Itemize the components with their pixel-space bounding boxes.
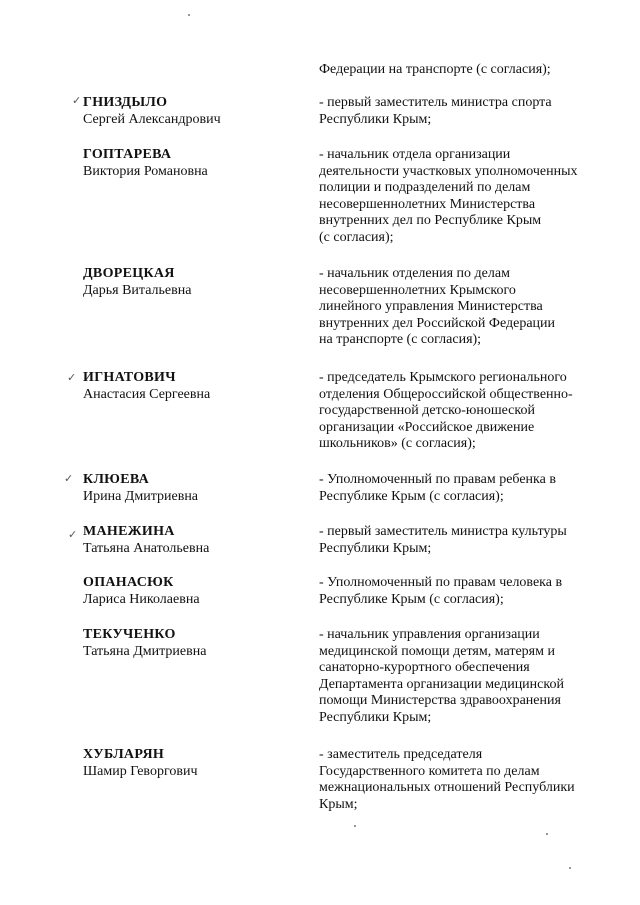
role-line: на транспорте (с согласия); — [319, 332, 482, 347]
member-given-name: Ирина Дмитриевна — [83, 489, 199, 504]
check-mark-icon: ✓ — [72, 94, 82, 107]
member-surname: ХУБЛАРЯН — [83, 747, 165, 762]
role-line: Республике Крым (с согласия); — [319, 591, 504, 607]
member-given-name: Лариса Николаевна — [83, 592, 200, 607]
role-line: - первый заместитель министра культуры — [319, 524, 567, 539]
member-role — [319, 370, 609, 453]
role-line: Департамента организации медицинской — [319, 676, 564, 692]
member-surname: ТЕКУЧЕНКО — [83, 627, 176, 642]
member-given-name: Татьяна Дмитриевна — [83, 644, 207, 659]
role-line: - Уполномоченный по правам ребенка в — [319, 472, 556, 487]
continuation-line: Федерации на транспорте (с согласия); — [319, 62, 551, 77]
member-role — [319, 524, 609, 557]
member-role — [319, 95, 609, 128]
member-role — [319, 627, 609, 726]
member-given-name: Сергей Александрович — [83, 112, 221, 127]
member-surname: ГНИЗДЫЛО — [83, 95, 168, 110]
member-role — [319, 472, 609, 505]
role-line: отделения Общероссийской общественно- — [319, 386, 573, 402]
role-line: межнациональных отношений Республики — [319, 780, 575, 795]
scan-speck — [188, 14, 190, 16]
role-line: Республики Крым; — [319, 540, 432, 556]
role-line: - председатель Крымского регионального — [319, 370, 567, 385]
role-line: государственной детско-юношеской — [319, 403, 535, 418]
role-line: деятельности участковых уполномоченных — [319, 163, 578, 179]
role-line: Крым; — [319, 796, 358, 812]
check-mark-icon: ✓ — [68, 528, 78, 541]
role-line: внутренних дел Российской Федерации — [319, 315, 556, 331]
role-line: - начальник отдела организации — [319, 147, 511, 162]
role-line: несовершеннолетних Министерства — [319, 196, 536, 212]
member-role — [319, 575, 609, 608]
role-line: - первый заместитель министра спорта — [319, 95, 552, 110]
role-line: Государственного комитета по делам — [319, 763, 540, 779]
member-surname: ИГНАТОВИЧ — [83, 370, 176, 385]
role-line: Республики Крым; — [319, 111, 432, 127]
member-role — [319, 147, 609, 246]
member-given-name: Анастасия Сергеевна — [83, 387, 211, 402]
role-line: - начальник управления организации — [319, 627, 540, 642]
role-line: - Уполномоченный по правам человека в — [319, 575, 563, 590]
role-line: Республике Крым (с согласия); — [319, 488, 504, 504]
member-given-name: Татьяна Анатольевна — [83, 541, 210, 556]
member-role — [319, 266, 609, 349]
member-given-name: Дарья Витальевна — [83, 283, 192, 298]
check-mark-icon: ✓ — [67, 371, 77, 384]
role-line: помощи Министерства здравоохранения — [319, 693, 561, 708]
role-line: Республики Крым; — [319, 709, 432, 725]
role-line: линейного управления Министерства — [319, 299, 543, 314]
role-line: санаторно-курортного обеспечения — [319, 660, 530, 675]
role-line: школьников» (с согласия); — [319, 436, 476, 451]
member-given-name: Виктория Романовна — [83, 164, 208, 179]
scan-speck — [569, 867, 571, 869]
member-surname: ОПАНАСЮК — [83, 575, 174, 590]
member-surname: КЛЮЕВА — [83, 472, 150, 487]
role-line: медицинской помощи детям, матерям и — [319, 643, 555, 659]
role-line: несовершеннолетних Крымского — [319, 282, 516, 298]
member-surname: ГОПТАРЕВА — [83, 147, 172, 162]
role-line: - заместитель председателя — [319, 747, 483, 762]
check-mark-icon: ✓ — [64, 472, 74, 485]
member-role — [319, 747, 609, 813]
role-line: (с согласия); — [319, 229, 394, 245]
role-line: организации «Российское движение — [319, 419, 535, 435]
role-line: внутренних дел по Республике Крым — [319, 213, 542, 228]
member-surname: ДВОРЕЦКАЯ — [83, 266, 175, 281]
member-given-name: Шамир Геворгович — [83, 764, 198, 779]
scan-speck — [354, 825, 356, 827]
member-surname: МАНЕЖИНА — [83, 524, 175, 539]
role-line: полиции и подразделений по делам — [319, 180, 531, 195]
scan-speck — [546, 833, 548, 835]
role-line: - начальник отделения по делам — [319, 266, 510, 281]
